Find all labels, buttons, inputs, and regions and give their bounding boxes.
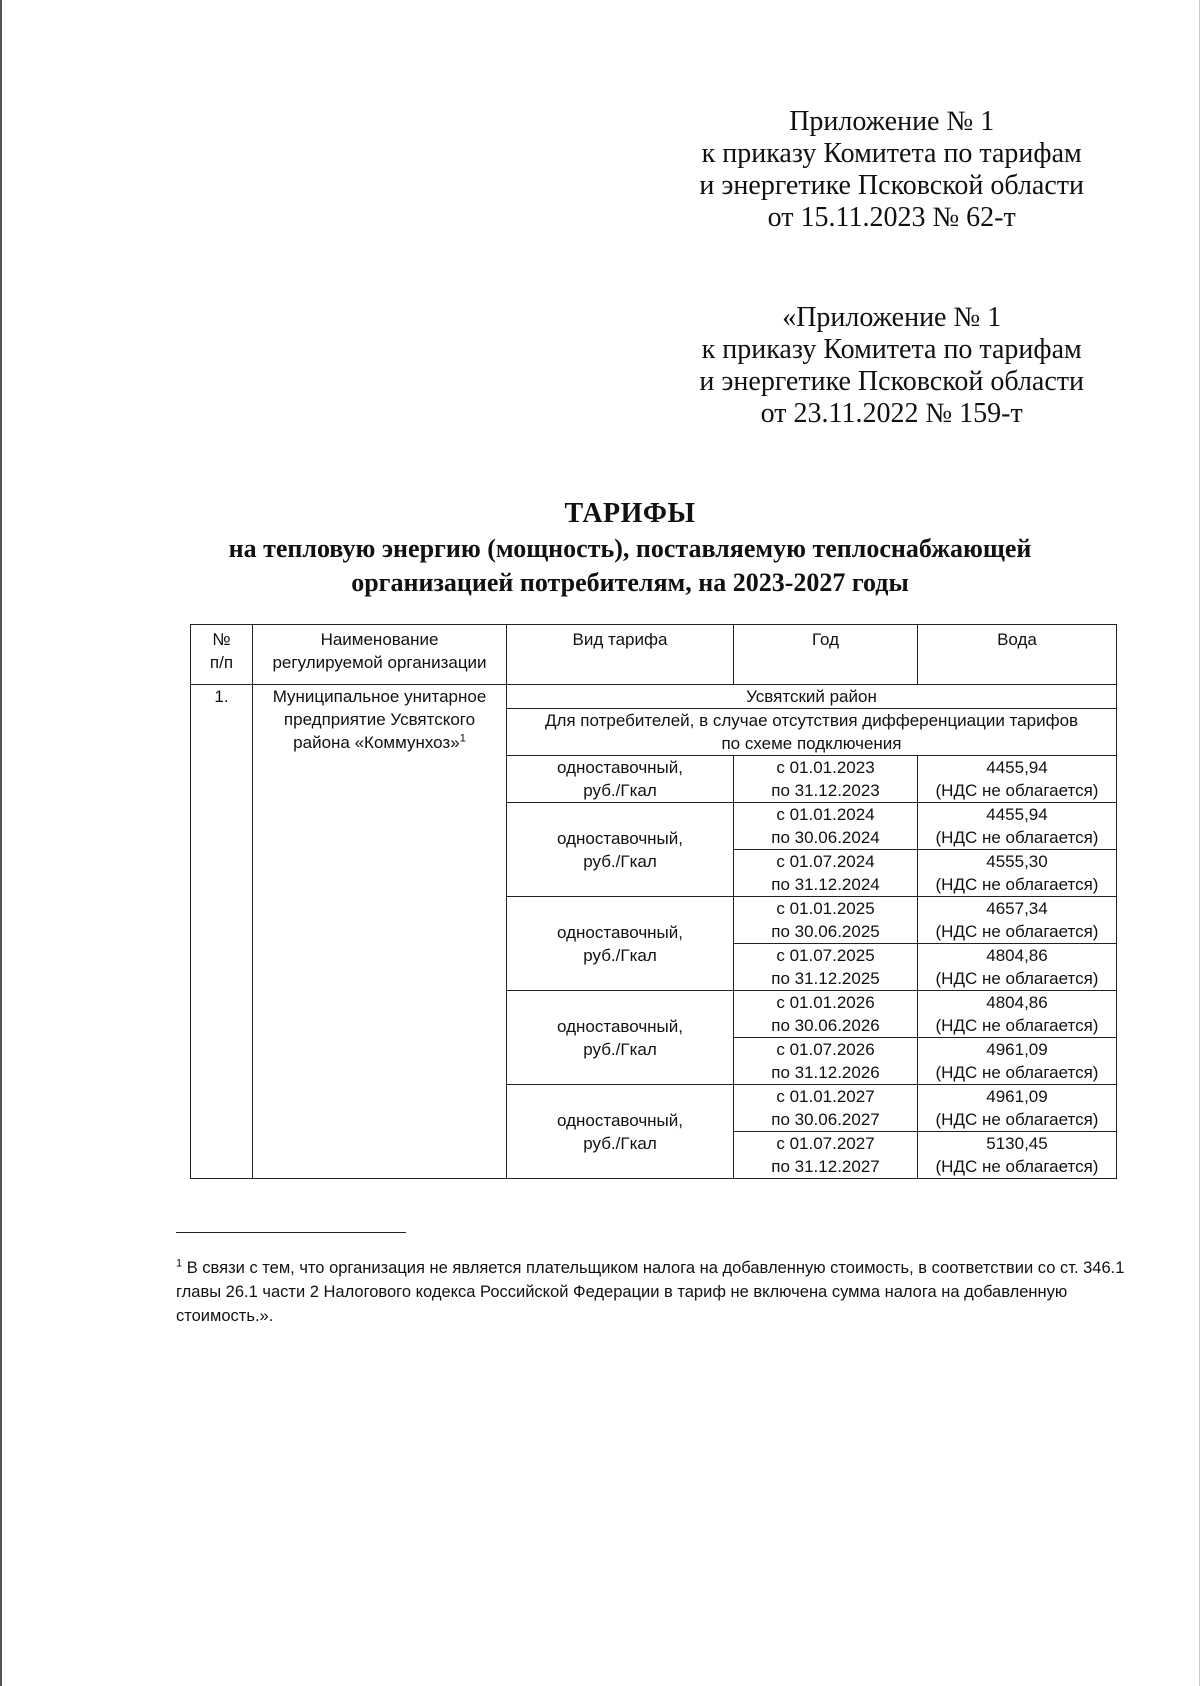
tariff-unit-line: руб./Гкал — [583, 1133, 657, 1153]
header-row-number — [191, 625, 253, 685]
period-from: с 01.07.2027 — [776, 1134, 875, 1153]
organization-name-line: предприятие Усвятского — [283, 710, 476, 729]
tariff-value: 4455,94 — [986, 758, 1048, 777]
table-header-row — [191, 625, 1117, 685]
water-tariff-cell — [918, 803, 1117, 850]
tariff-value: 4555,30 — [986, 852, 1048, 871]
period-to: по 31.12.2024 — [771, 875, 880, 894]
tariff-type-cell — [507, 756, 734, 803]
period-from: с 01.07.2026 — [776, 1040, 875, 1059]
period-to: по 30.06.2025 — [771, 922, 880, 941]
tariff-type-cell — [507, 897, 734, 991]
period-from: с 01.01.2025 — [776, 899, 875, 918]
water-tariff-cell — [918, 944, 1117, 991]
header-organization — [253, 625, 507, 685]
header-text: регулируемой организации — [272, 653, 487, 672]
consumer-category-line: Для потребителей, в случае отсутствия дифференциации тарифов — [544, 711, 1079, 730]
tariff-value: 4804,86 — [986, 993, 1048, 1012]
water-tariff-cell — [918, 1038, 1117, 1085]
district-cell: Усвятский район — [507, 685, 1117, 709]
period-cell — [734, 1085, 918, 1132]
period-from: с 01.01.2026 — [776, 993, 875, 1012]
header-text: № — [212, 630, 231, 649]
scan-edge-left — [0, 0, 2, 1686]
organization-cell — [253, 685, 507, 1179]
tariff-type-line: одноставочный, — [557, 758, 683, 777]
water-tariff-cell — [918, 850, 1117, 897]
annex-line: к приказу Комитета по тарифам — [701, 138, 1082, 169]
title-subtitle-line: организацией потребителям, на 2023-2027 годы — [351, 568, 909, 597]
footnote-mark: 1 — [176, 1257, 183, 1270]
document-title — [150, 496, 1110, 600]
tariff-type-line: одноставочный, — [557, 1110, 683, 1130]
header-text: п/п — [209, 653, 234, 672]
period-to: по 30.06.2026 — [771, 1016, 880, 1035]
period-cell — [734, 756, 918, 803]
period-cell — [734, 850, 918, 897]
vat-note: (НДС не облагается) — [935, 1110, 1099, 1129]
annex-line: Приложение № 1 — [789, 106, 995, 137]
tariff-value: 5130,45 — [986, 1134, 1048, 1153]
annex-header-current — [699, 106, 1084, 234]
vat-note: (НДС не облагается) — [935, 1157, 1099, 1176]
period-from: с 01.07.2024 — [776, 852, 875, 871]
organization-name-line: Муниципальное унитарное — [272, 687, 487, 706]
header-year: Год — [734, 625, 918, 685]
period-to: по 31.12.2027 — [771, 1157, 880, 1176]
period-cell — [734, 897, 918, 944]
tariff-unit-line: руб./Гкал — [583, 945, 657, 965]
vat-note: (НДС не облагается) — [935, 1063, 1099, 1082]
water-tariff-cell — [918, 1085, 1117, 1132]
footnote-separator — [176, 1232, 406, 1233]
tariff-value: 4804,86 — [986, 946, 1048, 965]
period-to: по 31.12.2025 — [771, 969, 880, 988]
tariff-type-line: одноставочный, — [557, 1016, 683, 1036]
annex-line: и энергетике Псковской области — [699, 170, 1084, 201]
period-cell — [734, 803, 918, 850]
vat-note: (НДС не облагается) — [935, 969, 1099, 988]
period-cell — [734, 1038, 918, 1085]
row-number-cell: 1. — [191, 685, 253, 1179]
period-from: с 01.01.2027 — [776, 1087, 875, 1106]
tariff-value: 4455,94 — [986, 805, 1048, 824]
header-water: Вода — [918, 625, 1117, 685]
water-tariff-cell — [918, 1132, 1117, 1179]
vat-note: (НДС не облагается) — [935, 875, 1099, 894]
annex-line: к приказу Комитета по тарифам — [701, 334, 1082, 365]
tariff-type-cell — [507, 1085, 734, 1179]
tariff-value: 4961,09 — [986, 1087, 1048, 1106]
period-cell — [734, 1132, 918, 1179]
vat-note: (НДС не облагается) — [935, 922, 1099, 941]
annex-line: и энергетике Псковской области — [699, 366, 1084, 397]
tariff-type-line: одноставочный, — [557, 922, 683, 942]
organization-name-text: района «Коммунхоз» — [293, 733, 460, 752]
period-from: с 01.07.2025 — [776, 946, 875, 965]
water-tariff-cell — [918, 897, 1117, 944]
tariff-table — [190, 624, 1117, 1179]
tariff-unit-line: руб./Гкал — [583, 1039, 657, 1059]
footnote-text: В связи с тем, что организация не является плательщиком налога на добавленную стоимость, в соответствии со ст. 346.1 главы 26.1 части 2 Налогового кодекса Российской Федерации в тариф не включена сумма налога на добавленную стоимость.». — [176, 1259, 1125, 1325]
annex-line: «Приложение № 1 — [782, 302, 1002, 333]
annex-line: от 23.11.2022 № 159-т — [760, 398, 1023, 429]
tariff-unit-line: руб./Гкал — [583, 781, 657, 800]
header-tariff-type: Вид тарифа — [507, 625, 734, 685]
consumer-category-cell — [507, 709, 1117, 756]
period-to: по 30.06.2027 — [771, 1110, 880, 1129]
title-subtitle-line: на тепловую энергию (мощность), поставляемую теплоснабжающей — [228, 534, 1032, 563]
period-cell — [734, 991, 918, 1038]
annex-header-previous — [699, 302, 1084, 430]
vat-note: (НДС не облагается) — [935, 781, 1099, 800]
title-main: ТАРИФЫ — [564, 498, 696, 529]
water-tariff-cell — [918, 756, 1117, 803]
period-from: с 01.01.2024 — [776, 805, 875, 824]
table-row — [191, 685, 1117, 709]
annex-line: от 15.11.2023 № 62-т — [767, 202, 1016, 233]
tariff-unit-line: руб./Гкал — [583, 851, 657, 871]
footnote — [176, 1256, 1146, 1328]
header-text: Наименование — [320, 630, 439, 649]
period-to: по 30.06.2024 — [771, 828, 880, 847]
period-to: по 31.12.2026 — [771, 1063, 880, 1082]
footnote-mark: 1 — [459, 732, 466, 745]
vat-note: (НДС не облагается) — [935, 828, 1099, 847]
tariff-type-cell — [507, 991, 734, 1085]
tariff-value: 4961,09 — [986, 1040, 1048, 1059]
period-from: с 01.01.2023 — [776, 758, 875, 777]
vat-note: (НДС не облагается) — [935, 1016, 1099, 1035]
tariff-type-cell — [507, 803, 734, 897]
organization-name-line — [257, 731, 502, 754]
period-to: по 31.12.2023 — [771, 781, 880, 800]
period-cell — [734, 944, 918, 991]
tariff-type-line: одноставочный, — [557, 828, 683, 848]
consumer-category-line: по схеме подключения — [721, 734, 902, 753]
tariff-value: 4657,34 — [986, 899, 1048, 918]
water-tariff-cell — [918, 991, 1117, 1038]
